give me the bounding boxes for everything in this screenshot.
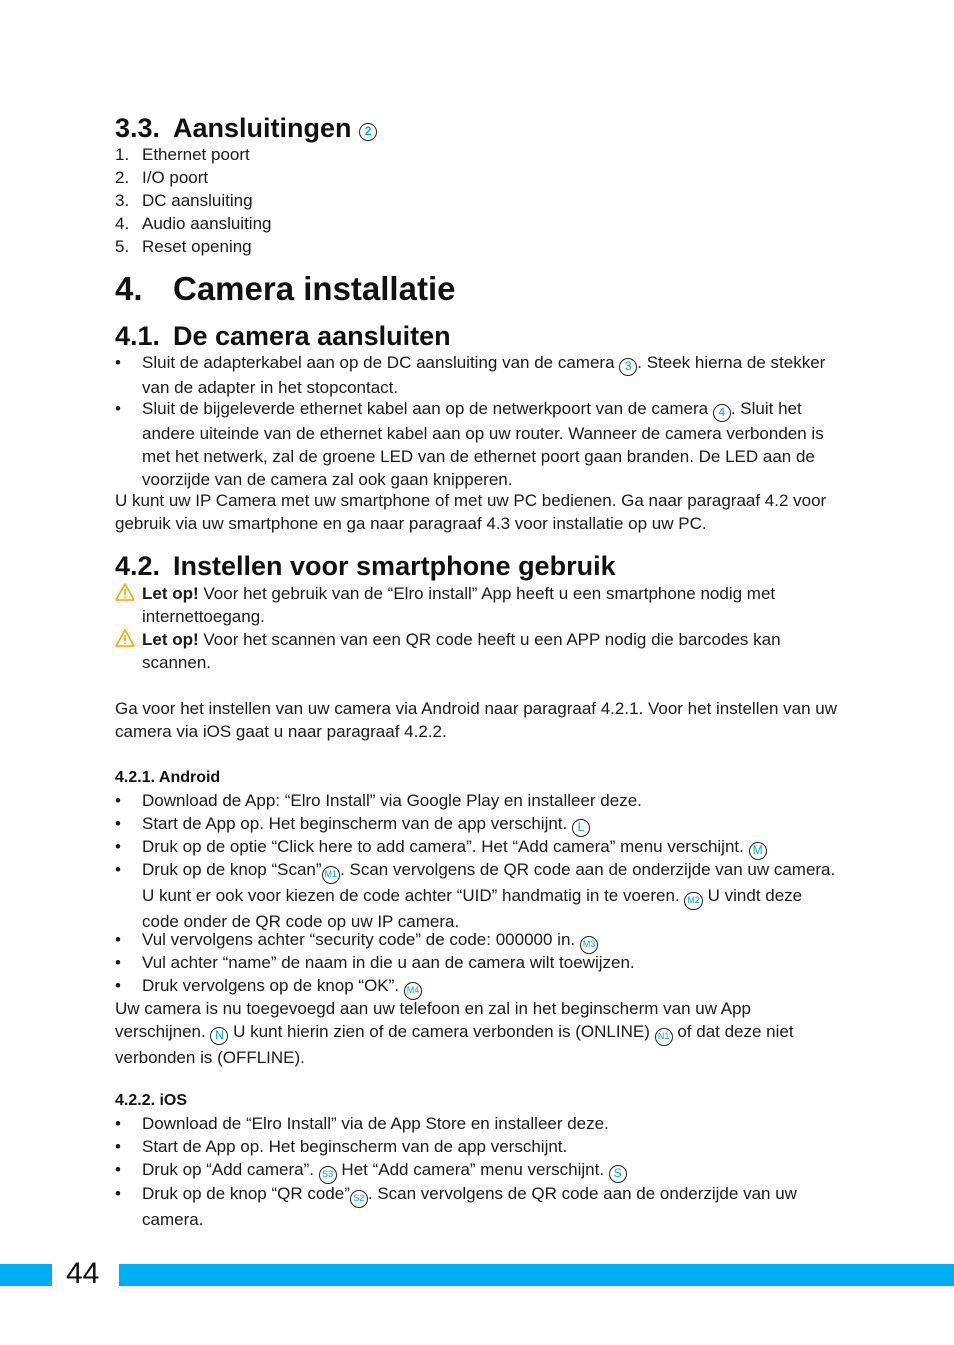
list-number: 4. bbox=[115, 214, 130, 233]
chapter-heading-4 bbox=[115, 271, 455, 307]
callout-badge-m: M bbox=[749, 842, 767, 860]
bullet-text: Vul vervolgens achter “security code” de code: 000000 in. bbox=[142, 930, 576, 949]
list-item-text: Reset opening bbox=[142, 237, 252, 256]
paragraph: U kunt uw IP Camera met uw smartphone of met uw PC bedienen. Ga naar paragraaf 4.2 voor gebruik via uw smartphone en ga naar paragraaf 4.3 voor installatie op uw PC. bbox=[115, 491, 827, 533]
section-heading-3-3 bbox=[115, 113, 377, 143]
bullet-item bbox=[115, 789, 840, 812]
section-title: Instellen voor smartphone gebruik bbox=[173, 551, 616, 581]
bullet-text: Druk vervolgens op de knop “OK”. bbox=[142, 976, 400, 995]
bullet-mark: • bbox=[115, 791, 121, 810]
paragraph-text: Uw camera is nu toegevoegd aan uw telefoon en zal in het beginscherm van uw App verschijnen. bbox=[115, 999, 752, 1041]
warning-note bbox=[115, 582, 840, 628]
list-item-text: DC aansluiting bbox=[142, 191, 253, 210]
bullet-text: . Sluit het andere uiteinde van de ethernet kabel aan op uw router. Wanneer de camera verbonden is met het netwerk, zal de groene LED van de ethernet poort gaan branden. De LED aan de voorzijde van de camera zal ook gaan knipperen. bbox=[142, 399, 824, 489]
bullet-text: Sluit de adapterkabel aan op de DC aansluiting van de camera bbox=[142, 353, 615, 372]
bullet-mark: • bbox=[115, 353, 121, 372]
list-number: 2. bbox=[115, 168, 130, 187]
callout-badge-4: 4 bbox=[713, 404, 731, 422]
paragraph bbox=[115, 997, 840, 1069]
list-item bbox=[115, 143, 840, 166]
callout-badge-n1: N1 bbox=[655, 1028, 673, 1046]
list-item-text: I/O poort bbox=[142, 168, 209, 187]
bullet-text: Download de App: “Elro Install” via Google Play en installeer deze. bbox=[142, 791, 642, 810]
chapter-number: 4. bbox=[115, 270, 143, 307]
section-title: De camera aansluiten bbox=[173, 321, 451, 351]
paragraph-text: of dat deze niet verbonden is (OFFLINE). bbox=[115, 1022, 794, 1067]
section-title: Aansluitingen bbox=[173, 113, 352, 143]
bullet-item bbox=[115, 951, 840, 974]
bullet-text: Start de App op. Het beginscherm van de app verschijnt. bbox=[142, 1137, 568, 1156]
callout-badge-3: 3 bbox=[619, 358, 637, 376]
warning-label: Let op! bbox=[142, 584, 199, 603]
list-item bbox=[115, 189, 840, 212]
bullet-text: Start de App op. Het beginscherm van de app verschijnt. bbox=[142, 814, 568, 833]
section-number: 3.3. bbox=[115, 113, 161, 143]
list-number: 3. bbox=[115, 191, 130, 210]
section-number: 4.1. bbox=[115, 321, 161, 351]
callout-badge-s: S bbox=[609, 1165, 627, 1183]
bullet-mark: • bbox=[115, 930, 121, 949]
section-heading-4-2 bbox=[115, 551, 616, 581]
callout-badge-m2: M2 bbox=[684, 892, 703, 910]
warning-label: Let op! bbox=[142, 630, 199, 649]
section-heading-4-1 bbox=[115, 321, 451, 351]
bullet-mark: • bbox=[115, 1137, 121, 1156]
bullet-item bbox=[115, 1112, 840, 1135]
warning-text: Voor het scannen van een QR code heeft u een APP nodig die barcodes kan scannen. bbox=[142, 630, 781, 672]
bullet-mark: • bbox=[115, 814, 121, 833]
callout-badge-2: 2 bbox=[359, 123, 377, 141]
bullet-text: Vul achter “name” de naam in die u aan de camera wilt toewijzen. bbox=[142, 953, 635, 972]
bullet-item bbox=[115, 1135, 840, 1158]
footer-bar-left bbox=[0, 1264, 52, 1286]
bullet-item bbox=[115, 1158, 840, 1184]
warning-icon bbox=[115, 628, 142, 651]
bullet-mark: • bbox=[115, 860, 121, 879]
warning-icon bbox=[115, 582, 142, 605]
bullet-mark: • bbox=[115, 1184, 121, 1203]
chapter-title: Camera installatie bbox=[173, 270, 456, 307]
callout-badge-m4: M4 bbox=[404, 982, 423, 1000]
bullet-item bbox=[115, 835, 840, 860]
bullet-item bbox=[115, 858, 840, 933]
bullet-item bbox=[115, 397, 840, 491]
list-item-text: Ethernet poort bbox=[142, 145, 250, 164]
section-number: 4.2. bbox=[115, 551, 161, 581]
bullet-text: Sluit de bijgeleverde ethernet kabel aan op de netwerkpoort van de camera bbox=[142, 399, 709, 418]
subsection-heading-ios: 4.2.2. iOS bbox=[115, 1092, 188, 1109]
bullet-item bbox=[115, 351, 840, 399]
paragraph-text: U kunt hierin zien of de camera verbonden is (ONLINE) bbox=[228, 1022, 650, 1041]
callout-badge-l: L bbox=[572, 819, 590, 837]
list-number: 1. bbox=[115, 145, 130, 164]
bullet-item bbox=[115, 812, 840, 837]
bullet-item bbox=[115, 1182, 840, 1231]
bullet-text: Het “Add camera” menu verschijnt. bbox=[336, 1160, 605, 1179]
bullet-mark: • bbox=[115, 976, 121, 995]
list-item bbox=[115, 212, 840, 235]
callout-badge-n: N bbox=[210, 1027, 228, 1045]
bullet-mark: • bbox=[115, 953, 121, 972]
bullet-text: . Steek hierna de stekker van de adapter in het stopcontact. bbox=[142, 353, 826, 397]
callout-badge-s3: S3 bbox=[319, 1166, 337, 1184]
bullet-text: Download de “Elro Install” via de App Store en installeer deze. bbox=[142, 1114, 609, 1133]
bullet-text: U vindt deze code onder de QR code op uw IP camera. bbox=[142, 886, 803, 931]
bullet-mark: • bbox=[115, 1160, 121, 1179]
page-number: 44 bbox=[66, 1257, 100, 1290]
footer-bar-right bbox=[119, 1264, 954, 1286]
callout-badge-m1: M1 bbox=[322, 866, 341, 884]
bullet-mark: • bbox=[115, 1114, 121, 1133]
bullet-text: Druk op de knop “Scan” bbox=[142, 860, 322, 879]
bullet-text: Druk op de optie “Click here to add camera”. Het “Add camera” menu verschijnt. bbox=[142, 837, 744, 856]
bullet-mark: • bbox=[115, 399, 121, 418]
subsection-heading-android: 4.2.1. Android bbox=[115, 769, 221, 786]
bullet-text: Druk op “Add camera”. bbox=[142, 1160, 314, 1179]
warning-note bbox=[115, 628, 840, 674]
bullet-mark: • bbox=[115, 837, 121, 856]
list-item bbox=[115, 235, 840, 258]
callout-badge-s2: S2 bbox=[350, 1190, 368, 1208]
callout-badge-m3: M3 bbox=[580, 936, 599, 954]
warning-text: Voor het gebruik van de “Elro install” App heeft u een smartphone nodig met internettoegang. bbox=[142, 584, 776, 626]
list-item-text: Audio aansluiting bbox=[142, 214, 272, 233]
bullet-text: . Scan vervolgens de QR code aan de onderzijde van uw camera. bbox=[142, 1184, 797, 1229]
bullet-text: Druk op de knop “QR code” bbox=[142, 1184, 350, 1203]
list-number: 5. bbox=[115, 237, 130, 256]
paragraph: Ga voor het instellen van uw camera via Android naar paragraaf 4.2.1. Voor het instellen van uw camera via iOS gaat u naar paragraaf 4.2.2. bbox=[115, 699, 837, 741]
bullet-text: . Scan vervolgens de QR code aan de onderzijde van uw camera. U kunt er ook voor kiezen de code achter “UID” handmatig in te voeren. bbox=[142, 860, 836, 905]
list-item bbox=[115, 166, 840, 189]
